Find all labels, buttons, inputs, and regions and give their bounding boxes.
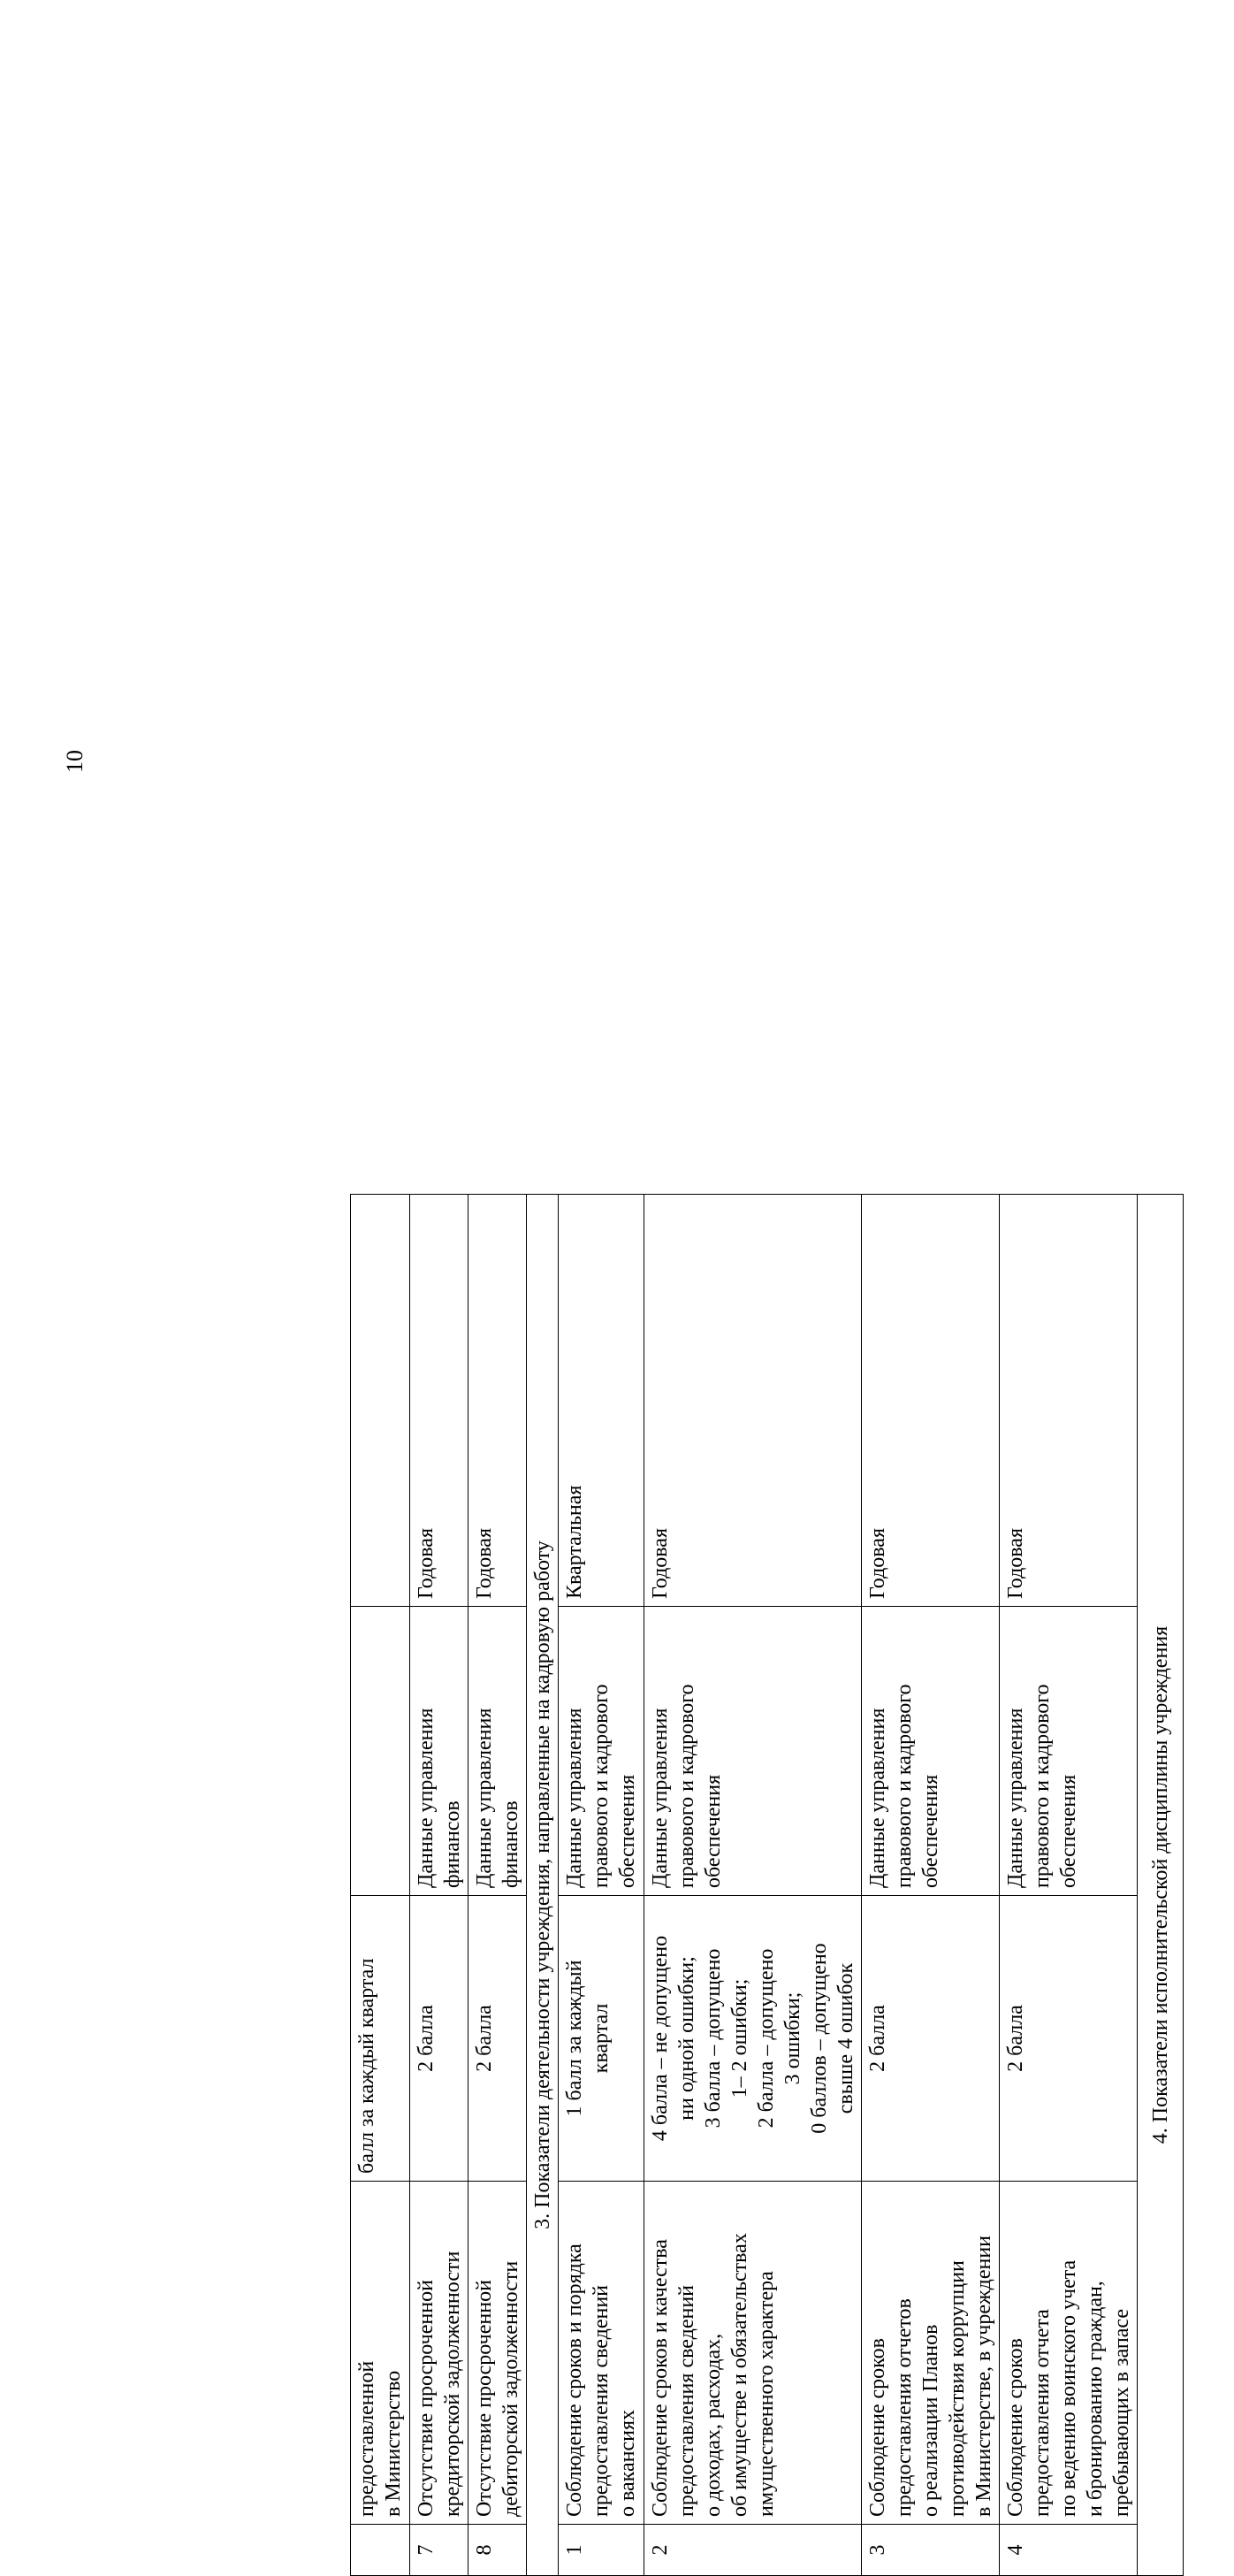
section-heading-row: [527, 1195, 559, 2576]
table-row: [644, 1195, 862, 2576]
period-cell: Годовая: [468, 1195, 527, 1607]
table-row: [559, 1195, 644, 2576]
period-cell: Годовая: [1000, 1195, 1138, 1607]
period-cell: Годовая: [862, 1195, 1000, 1607]
period-cell: Квартальная: [559, 1195, 644, 1607]
row-number: 3: [862, 2525, 1000, 2576]
section-4-title: 4. Показатели исполнительской дисциплины учреждения: [1138, 1195, 1184, 2576]
table-row: [1000, 1195, 1138, 2576]
row-number: 4: [1000, 2525, 1138, 2576]
table-row: [468, 1195, 527, 2576]
criteria-cell: 2 балла: [410, 1896, 468, 2182]
source-cell: Данные управления финансов: [410, 1607, 468, 1896]
page-number: 10: [62, 750, 88, 773]
source-cell: Данные управления правового и кадрового обеспечения: [862, 1607, 1000, 1896]
row-number: 1: [559, 2525, 644, 2576]
period-cell: Годовая: [410, 1195, 468, 1607]
period-cell: [351, 1195, 410, 1607]
indicators-table: [350, 1194, 1184, 2576]
table-row: [862, 1195, 1000, 2576]
indicator-cell: Соблюдение сроков и порядка предоставления сведений о вакансиях: [559, 2182, 644, 2525]
row-number: 8: [468, 2525, 527, 2576]
source-cell: Данные управления правового и кадрового обеспечения: [1000, 1607, 1138, 1896]
indicator-cell: Соблюдение сроков предоставления отчетов о реализации Планов противодействия коррупции в Министерстве, в учреждении: [862, 2182, 1000, 2525]
table-row: [410, 1195, 468, 2576]
section-3-title: 3. Показатели деятельности учреждения, направленные на кадровую работу: [527, 1195, 559, 2576]
indicator-cell: Отсутствие просроченной кредиторской задолженности: [410, 2182, 468, 2525]
criteria-cell: 4 балла – не допущено ни одной ошибки; 3 балла – допущено 1– 2 ошибки; 2 балла – допущено 3 ошибки; 0 баллов – допущено свыше 4 ошибок: [644, 1896, 862, 2182]
indicator-cell: предоставленной в Министерство: [351, 2182, 410, 2525]
row-number: [351, 2525, 410, 2576]
period-cell: Годовая: [644, 1195, 862, 1607]
row-number: 7: [410, 2525, 468, 2576]
indicator-cell: Соблюдение сроков и качества предоставления сведений о доходах, расходах, об имуществе и обязательствах имущественного характера: [644, 2182, 862, 2525]
section-heading-row: [1138, 1195, 1184, 2576]
criteria-cell: 1 балл за каждый квартал: [559, 1896, 644, 2182]
criteria-cell: 2 балла: [1000, 1896, 1138, 2182]
indicator-cell: Отсутствие просроченной дебиторской задолженности: [468, 2182, 527, 2525]
source-cell: Данные управления правового и кадрового обеспечения: [559, 1607, 644, 1896]
row-number: 2: [644, 2525, 862, 2576]
table-row-continued: [351, 1195, 410, 2576]
rotated-table-container: [350, 1195, 1234, 2576]
criteria-cell: балл за каждый квартал: [351, 1896, 410, 2182]
criteria-cell: 2 балла: [468, 1896, 527, 2182]
source-cell: Данные управления правового и кадрового обеспечения: [644, 1607, 862, 1896]
source-cell: Данные управления финансов: [468, 1607, 527, 1896]
indicator-cell: Соблюдение сроков предоставления отчета по ведению воинского учета и бронированию граждан, пребывающих в запасе: [1000, 2182, 1138, 2525]
source-cell: [351, 1607, 410, 1896]
criteria-cell: 2 балла: [862, 1896, 1000, 2182]
